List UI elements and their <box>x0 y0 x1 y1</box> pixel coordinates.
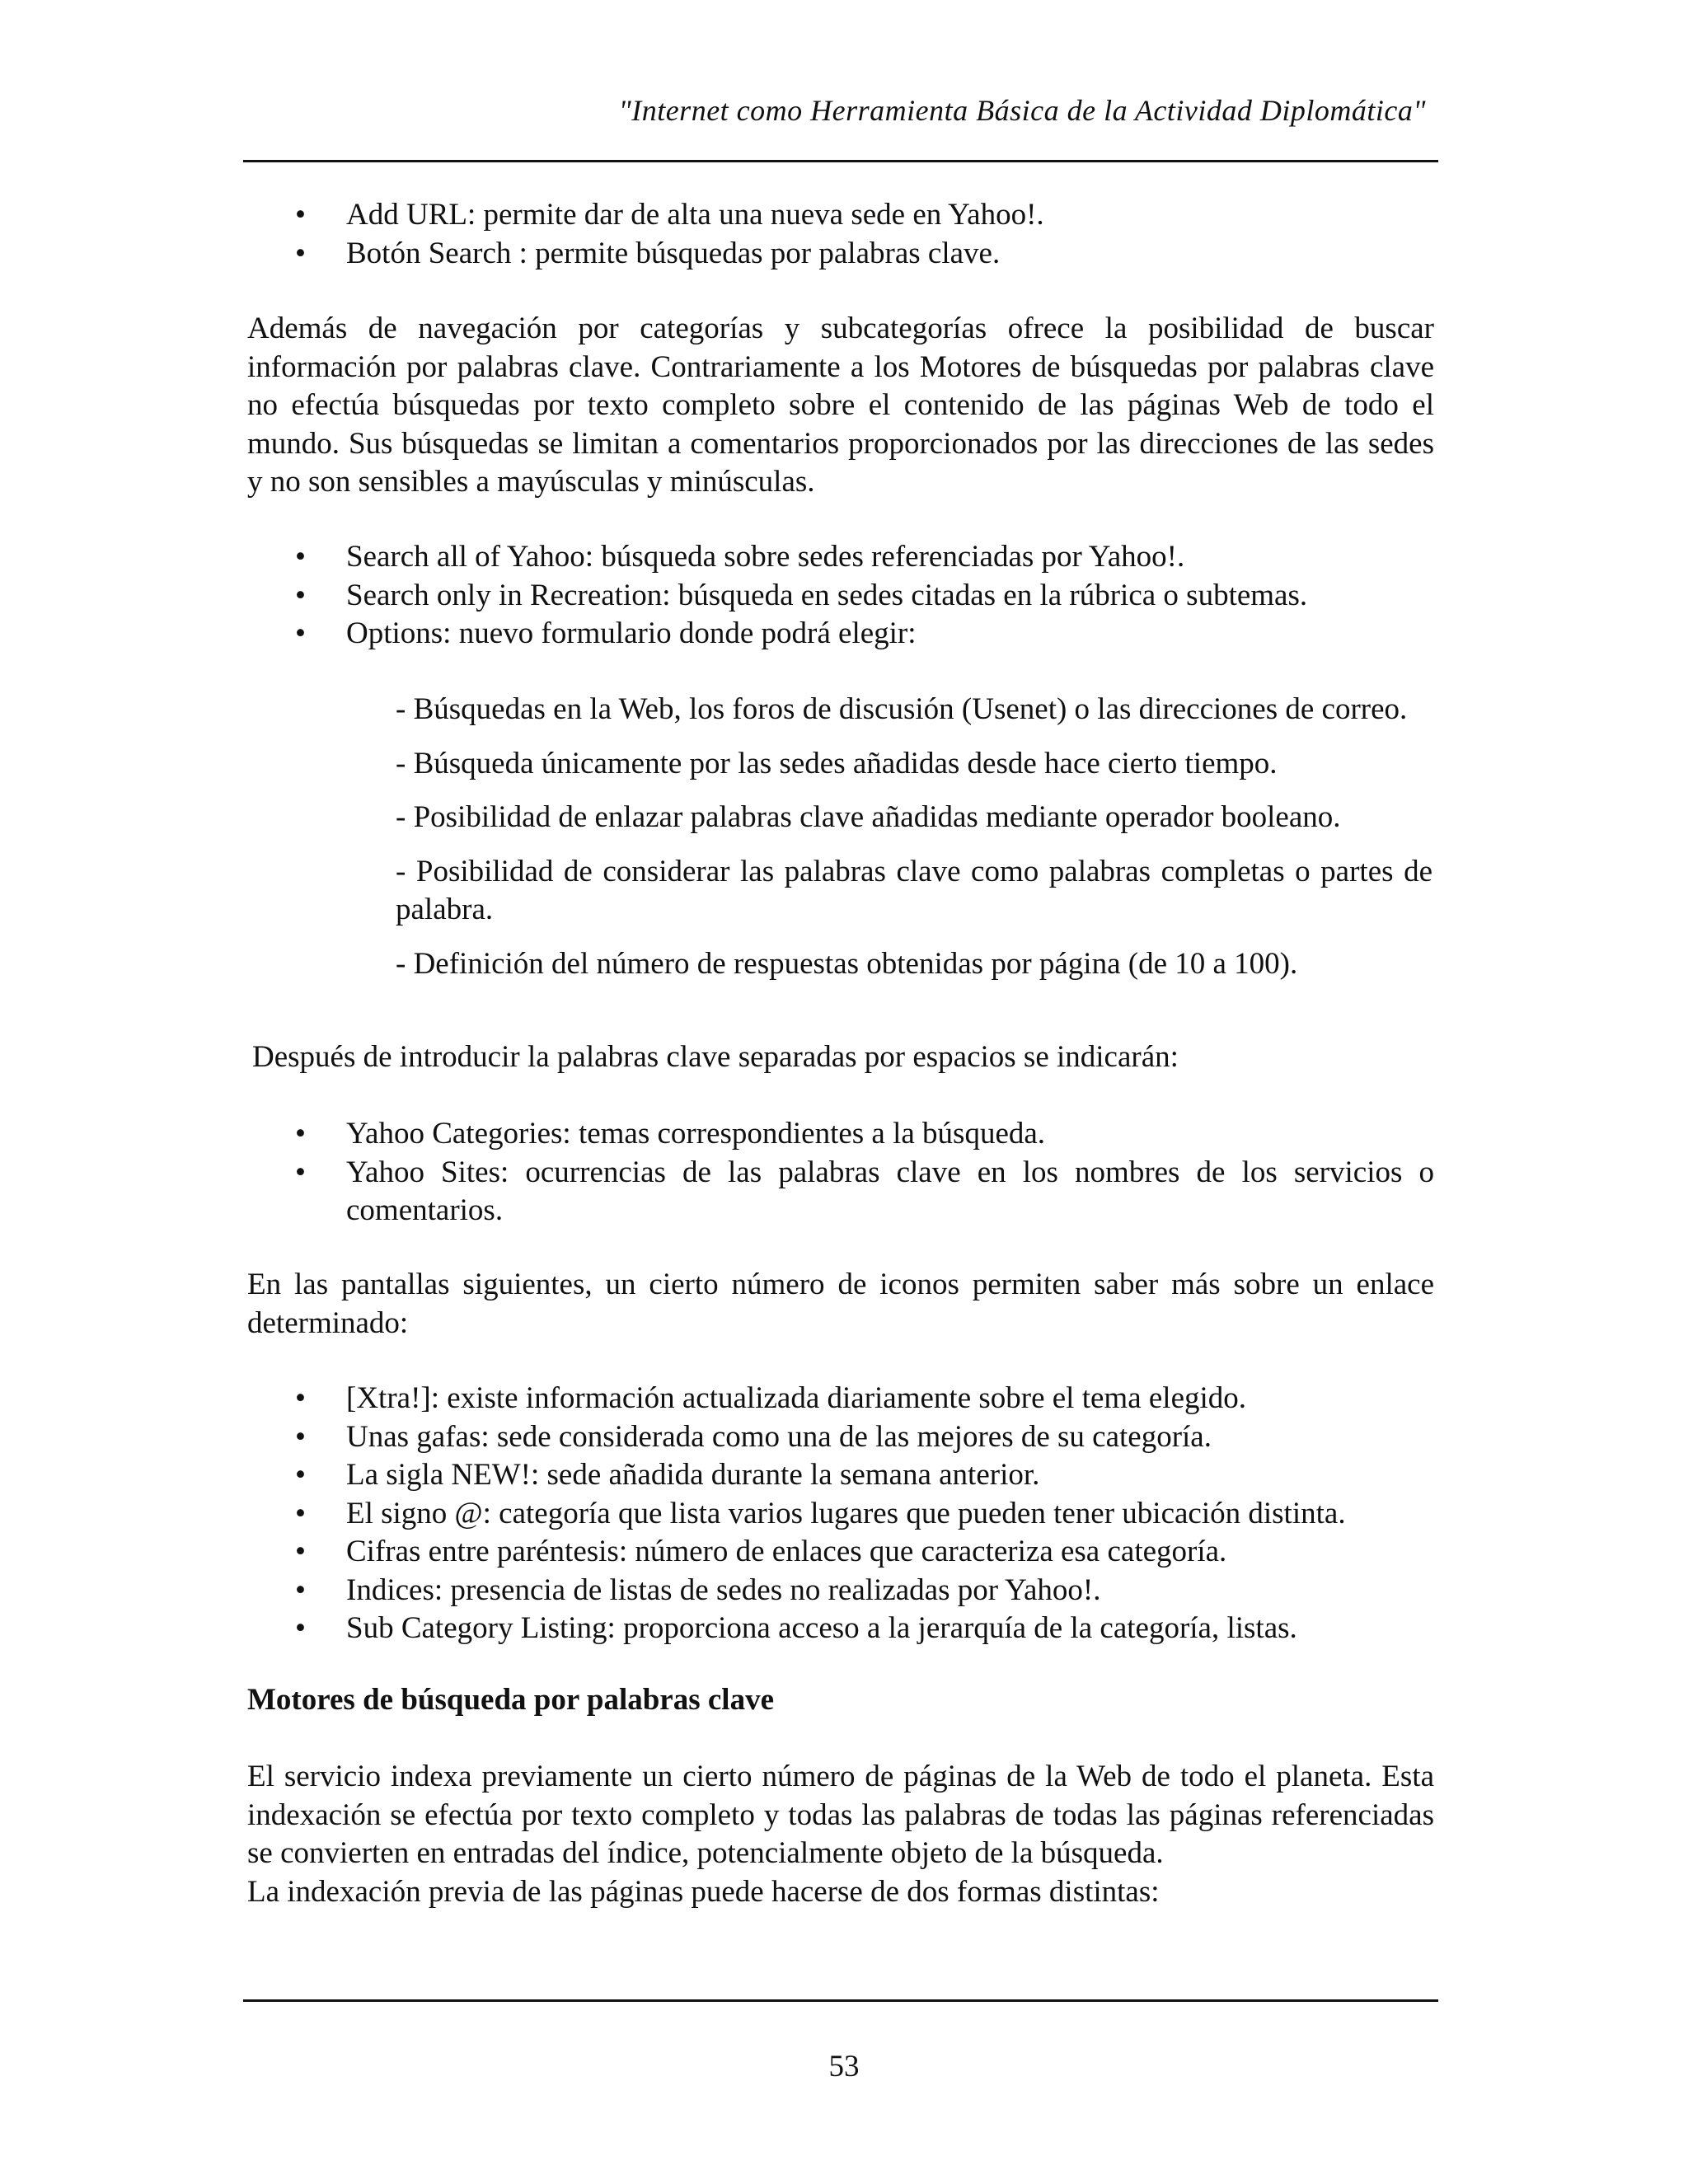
page-number: 53 <box>828 2050 860 2083</box>
list-item: • Yahoo Categories: temas correspondientes a la búsqueda. <box>295 1115 1434 1154</box>
bullet-list-yahoo-actions <box>295 196 1434 273</box>
option-item: - Posibilidad de considerar las palabras clave como palabras completas o partes de palabra. <box>396 854 1432 926</box>
running-header: "Internet como Herramienta Básica de la Actividad Diplomática" <box>618 94 1426 127</box>
bullet-icon: • <box>295 1419 306 1454</box>
list-item: • Options: nuevo formulario donde podrá elegir: <box>295 615 1434 654</box>
footer-rule <box>243 1999 1438 2002</box>
option-item: - Búsquedas en la Web, los foros de discusión (Usenet) o las direcciones de correo. <box>396 692 1408 726</box>
list-item: • Indices: presencia de listas de sedes no realizadas por Yahoo!. <box>295 1572 1434 1610</box>
bullet-list-results <box>295 1115 1434 1230</box>
list-item: • Unas gafas: sede considerada como una de las mejores de su categoría. <box>295 1418 1434 1457</box>
list-item: • Search all of Yahoo: búsqueda sobre sedes referenciadas por Yahoo!. <box>295 538 1434 577</box>
bullet-icon: • <box>295 1611 306 1645</box>
bullet-icon: • <box>295 578 306 612</box>
bullet-icon: • <box>295 198 306 232</box>
bullet-icon: • <box>295 1496 306 1530</box>
bullet-icon: • <box>295 540 306 574</box>
list-item: • Search only in Recreation: búsqueda en sedes citadas en la rúbrica o subtemas. <box>295 577 1434 616</box>
paragraph-after-keywords: Después de introducir la palabras clave separadas por espacios se indicarán: <box>252 1040 1179 1074</box>
bullet-icon: • <box>295 1117 306 1151</box>
header-rule <box>243 160 1438 162</box>
bullet-icon: • <box>295 1155 306 1189</box>
option-item: - Búsqueda únicamente por las sedes añadidas desde hace cierto tiempo. <box>396 746 1278 780</box>
paragraph-yahoo-search: Además de navegación por categorías y subcategorías ofrece la posibilidad de buscar información por palabras clave. Contrariamente a los Motores de búsquedas por palabras clave no efectúa búsquedas por texto completo sobre el contenido de las páginas Web de todo el mundo. Sus búsquedas se limitan a comentarios proporcionados por las direcciones de las sedes y no son sensibles a mayúsculas y minúsculas. <box>247 312 1434 499</box>
list-item: • Sub Category Listing: proporciona acceso a la jerarquía de la categoría, listas. <box>295 1610 1434 1648</box>
section-heading: Motores de búsqueda por palabras clave <box>247 1683 774 1717</box>
bullet-icon: • <box>295 1535 306 1568</box>
bullet-list-icons <box>295 1380 1434 1648</box>
paragraph-icons-intro: En las pantallas siguientes, un cierto número de iconos permiten saber más sobre un enlace determinado: <box>247 1268 1434 1340</box>
list-item: • Botón Search : permite búsquedas por palabras clave. <box>295 235 1434 274</box>
bullet-list-search-options <box>295 538 1434 654</box>
bullet-icon: • <box>295 236 306 270</box>
options-sublist <box>396 691 1432 999</box>
list-item: • Yahoo Sites: ocurrencias de las palabras clave en los nombres de los servicios o comentarios. <box>295 1155 1434 1227</box>
list-item: • [Xtra!]: existe información actualizada diariamente sobre el tema elegido. <box>295 1380 1434 1418</box>
bullet-icon: • <box>295 1458 306 1492</box>
option-item: - Definición del número de respuestas obtenidas por página (de 10 a 100). <box>396 946 1298 981</box>
bullet-icon: • <box>295 616 306 650</box>
list-item: • El signo @: categoría que lista varios lugares que pueden tener ubicación distinta. <box>295 1495 1434 1534</box>
list-item: • Cifras entre paréntesis: número de enlaces que caracteriza esa categoría. <box>295 1533 1434 1572</box>
list-item: • Add URL: permite dar de alta una nueva sede en Yahoo!. <box>295 196 1434 235</box>
bullet-icon: • <box>295 1381 306 1415</box>
paragraph-indexing: El servicio indexa previamente un cierto número de páginas de la Web de todo el planeta. Esta indexación se efectúa por texto completo y todas las palabras de todas las páginas referenciadas se convierten en entradas del índice, potencialmente objeto de la búsqueda. La indexación previa de las páginas puede hacerse de dos formas distintas: <box>247 1760 1434 1909</box>
list-item: • La sigla NEW!: sede añadida durante la semana anterior. <box>295 1456 1434 1495</box>
option-item: - Posibilidad de enlazar palabras clave añadidas mediante operador booleano. <box>396 800 1341 834</box>
bullet-icon: • <box>295 1572 306 1607</box>
